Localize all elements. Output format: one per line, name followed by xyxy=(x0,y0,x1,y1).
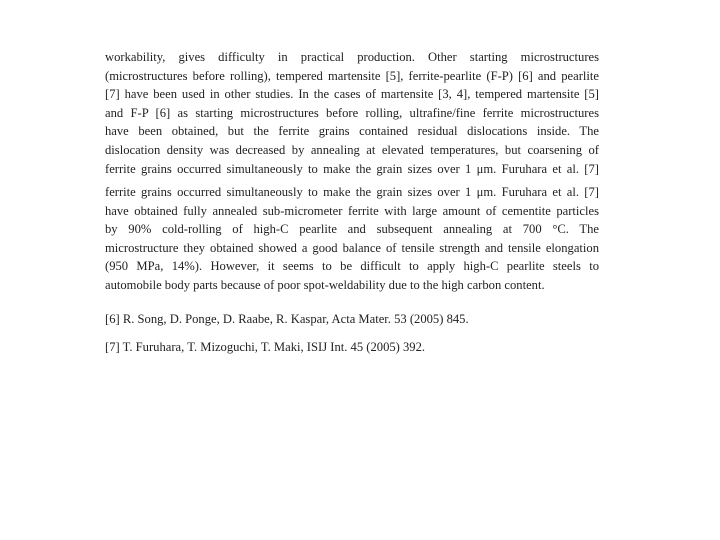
paragraph-line: [7] have been used in other studies. In the cases of martensite [3, 4], tempered martensite [5] xyxy=(105,87,599,102)
reference-7: [7] T. Furuhara, T. Mizoguchi, T. Maki, ISIJ Int. 45 (2005) 392. xyxy=(105,340,426,354)
paragraph-line: automobile body parts because of poor spot-weldability due to the high carbon content. xyxy=(105,277,545,292)
paragraph-line: (microstructures before rolling), tempered martensite [5], ferrite-pearlite (F-P) [6] and pearlite xyxy=(105,68,599,83)
paragraph-line: dislocation density was decreased by annealing at elevated temperatures, but coarsening of xyxy=(105,142,599,157)
paragraph-1 xyxy=(105,48,599,178)
paragraph-line: microstructure they obtained showed a good balance of tensile strength and tensile elongation xyxy=(105,240,599,255)
paragraph-line: have obtained fully annealed sub-micrometer ferrite with large amount of cementite particles xyxy=(105,203,599,218)
paragraph-2 xyxy=(105,183,599,295)
paragraph-line: and F-P [6] as starting microstructures before rolling, ultrafine/fine ferrite microstructures xyxy=(105,105,599,120)
paragraph-line: have been obtained, but the ferrite grains contained residual dislocations inside. The xyxy=(105,124,599,139)
paragraph-line: ferrite grains occurred simultaneously to make the grain sizes over 1 μm. Furuhara et al. [7] xyxy=(105,161,599,176)
paragraph-line: (950 MPa, 14%). However, it seems to be difficult to apply high-C pearlite steels to xyxy=(105,259,599,274)
reference-6: [6] R. Song, D. Ponge, D. Raabe, R. Kaspar, Acta Mater. 53 (2005) 845. xyxy=(105,312,469,326)
paragraph-line: by 90% cold-rolling of high-C pearlite and subsequent annealing at 700 °C. The xyxy=(105,222,599,237)
paragraph-line: workability, gives difficulty in practical production. Other starting microstructures xyxy=(105,50,599,64)
paragraph-line: ferrite grains occurred simultaneously to make the grain sizes over 1 μm. Furuhara et al. [7] xyxy=(105,185,599,199)
